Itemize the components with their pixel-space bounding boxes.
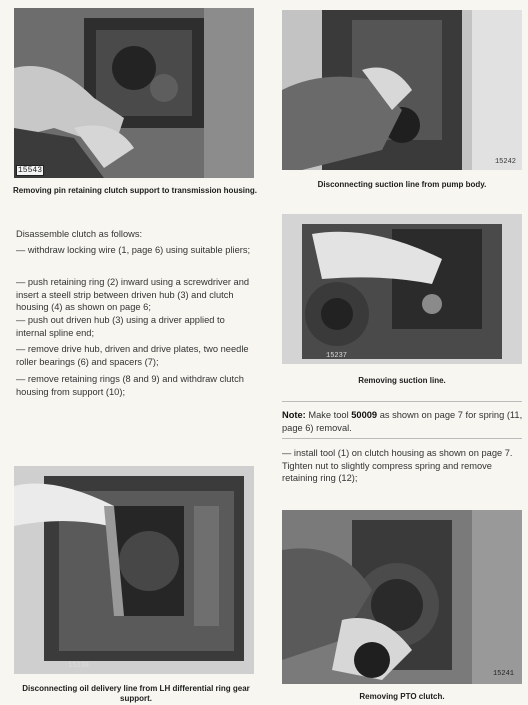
figure-number: 15237 <box>326 352 348 360</box>
figure-number: 15543 <box>18 166 43 175</box>
figure-caption: Removing suction line. <box>358 376 446 385</box>
photo-illustration <box>14 8 254 178</box>
figure-number: 15238 <box>68 662 90 670</box>
photo-illustration <box>282 214 522 364</box>
note <box>282 409 526 434</box>
photo-suction-line-pump <box>282 10 522 170</box>
figure-number: 15241 <box>492 670 514 678</box>
tool-number: 50009 <box>351 410 378 420</box>
figure-caption: Removing pin retaining clutch support to transmission housing. <box>12 186 257 195</box>
procedure-step: — remove retaining rings (8 and 9) and withdraw clutch housing from support (10); <box>16 374 244 397</box>
procedure-step: — push retaining ring (2) inward using a screwdriver and insert a steell strip between driven hub (3) and clutch housing (4) as shown on page 6; <box>16 277 250 312</box>
figure-caption: Disconnecting suction line from pump body. <box>317 180 487 189</box>
figure-number: 15242 <box>494 158 516 166</box>
note-label: Note: <box>282 410 306 420</box>
photo-pto-clutch <box>282 510 522 684</box>
note-text: Make tool <box>305 410 352 420</box>
photo-illustration <box>14 466 254 674</box>
procedure-step: — push out driven hub (3) using a driver applied to internal spline end; <box>16 315 225 338</box>
photo-oil-delivery-line <box>14 466 254 674</box>
procedure-step: — withdraw locking wire (1, page 6) using suitable pliers; <box>16 245 251 255</box>
photo-suction-line <box>282 214 522 364</box>
procedure-intro: Disassemble clutch as follows: <box>16 229 143 239</box>
note-divider <box>282 401 522 402</box>
photo-clutch-support-pin <box>14 8 254 178</box>
procedure-step: — remove drive hub, driven and drive plates, two needle roller bearings (6) and spacers (7); <box>16 344 249 367</box>
figure-caption: Removing PTO clutch. <box>359 692 445 701</box>
note-text: as shown on page 7 for spring (11, page 6) removal. <box>282 410 523 433</box>
note-divider <box>282 438 522 439</box>
install-step: — install tool (1) on clutch housing as shown on page 7. Tighten nut to slightly compress spring and remove retaining ring (12); <box>282 448 513 483</box>
photo-illustration <box>282 10 522 170</box>
photo-illustration <box>282 510 522 684</box>
figure-caption: Disconnecting oil delivery line from LH differential ring gear support. <box>22 684 250 703</box>
